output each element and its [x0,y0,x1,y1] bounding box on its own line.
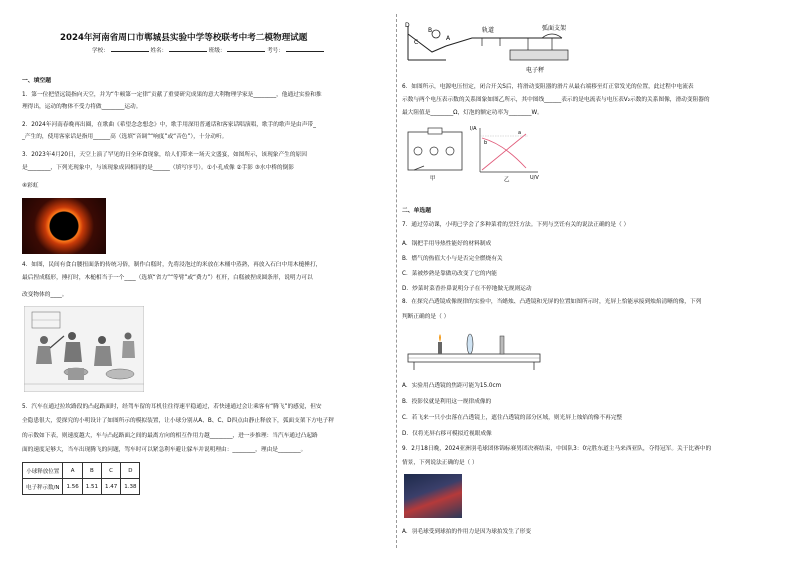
q7-option-b[interactable]: B．燃气的热值大小与是否完全燃烧有关 [402,256,503,262]
table-row [23,479,140,495]
q8-line1: 8．在探究凸透镜成像规律的实验中，当蜡烛、凸透镜和光屏的位置如图所示时，光屏上恰能承接到烛焰清晰的像，下列 [402,299,702,305]
q8-option-c[interactable]: C．若飞来一只小虫落在凸透镜上，遮住凸透镜的部分区域，则光屏上烛焰的像不再完整 [402,415,623,421]
q7-stem: 7．通过劳动课，小明已学会了多种菜肴的烹饪方法。下列与烹饪有关的说法正确的是（ ） [402,222,630,228]
q1-line2: 理得出，运动的物体不受力将做________运动。 [22,104,142,110]
q7-option-a[interactable]: A．锅把手用导热性能好的材料制成 [402,241,492,247]
name-label: 姓名： [150,48,168,54]
q4-line2: 最后捏成糕形，捶打时，木槌相当于一个____（选填“省力”“等臂”或“费力”）杠杆，白糕被捏成圆条形，说明力可以 [22,275,313,281]
q4-line3: 改变物体的____。 [22,292,68,298]
table-header-cell: 小球释放位置 [23,463,63,479]
q3-line3: ④彩虹 [22,183,39,189]
q6-line3: 最大阻值是________Ω，灯泡的额定功率为________W。 [402,110,543,116]
q5-line1: 5．汽车在通过拉坎路段的凸起路面时，经驾车留的耳机往往得速平稳通过，若快速通过会让乘客有“腾飞”的感觉，但安 [22,404,322,410]
id-blank[interactable] [286,51,324,52]
axis-I-label: I/A [470,126,477,132]
label-B: B [428,27,433,34]
section-single-choice: 二、单选题 [402,208,431,214]
track-diagram [402,20,602,78]
optical-bench-diagram [404,328,544,374]
track-label: 轨道 [482,27,495,34]
section-fill-blank: 一、填空题 [22,78,51,84]
q5-data-table [22,462,140,495]
student-info-line [92,46,324,54]
q5-line4: 面的速度足够大，当车出现腾飞的问题，驾车时可以紧急利车避让躲车并说明理由：________，理由是________。 [22,447,307,453]
q9-option-a[interactable]: A．羽毛球受到球拍的作用力是因为球拍发生了形变 [402,529,532,535]
curve-a-label: a [518,130,522,136]
q8-option-b[interactable]: B．投影仪就是利用这一规律成像的 [402,399,492,405]
q8-option-d[interactable]: D．仅将光屏右移可模拟近视眼成像 [402,431,492,437]
q5-line2: 全隐患很大，爱探究的小明设计了如图所示的模拟装置，让小球分别从A、B、C、D四点由静止释放下，弧面支架下方电子秤 [22,418,334,424]
id-label: 考号： [267,48,284,54]
school-blank[interactable] [111,51,149,52]
table-row [23,463,140,479]
label-A: A [446,35,451,42]
rice-cake-illustration [24,306,144,392]
badminton-player-photo [404,474,462,518]
table-header-cell: C [101,463,120,479]
label-yi: 乙 [504,177,510,182]
q2-line2: _产生的，使用客家话是指用______高（选填“音调”“响度”或“音色”），十分动听。 [22,134,228,140]
table-header-cell: D [121,463,140,479]
circuit-and-graph [404,124,544,182]
q5-line3: 的示数如下表，则速度越大，车与凸起路面之间的最离方向的相互作用力越________，进一步推理：当汽车通过凸起路 [22,433,318,439]
solar-eclipse-image [22,198,106,254]
table-header-cell: A [63,463,82,479]
curve-b-label: b [484,140,488,146]
table-header-cell: B [82,463,101,479]
q6-line2: 示数与两个电压表示数的关系图象如图乙所示，其中图线______表示的是电流表与电压表V₂示数的关系图像，滑动变阻器的 [402,97,710,103]
table-cell: 1.51 [82,479,101,495]
table-cell: 1.38 [121,479,140,495]
label-C: C [414,39,419,46]
q2-line1: 2．2024年河南春晚再出圈，在歌曲《希望念念想念》中，歌手用深用普通话和客家话唱演唱，歌手的歌声是由声带_ [22,122,316,128]
table-cell: 电子秤示数/N [23,479,63,495]
label-D: D [405,22,410,29]
q3-line1: 3．2023年4月20日，天空上演了罕见的日全环食现象，给人们带来一场天文盛宴，如图所示，该现象产生的原因 [22,152,307,158]
q6-line1: 6．如图所示，电源电压恒定，闭合开关S后，将滑动变阻器的滑片从最右端移至灯正常发光的位置，此过程中电流表 [402,84,694,90]
q9-line1: 9．2月18日晚，2024亚洲羽毛球团体锦标赛男团决赛结束，中国队3：0完胜东道主马来西亚队，夺得冠军。关于比赛中的 [402,446,712,452]
q1-line1: 1．第一位把望远镜指向天空，并为“牛顿第一定律”贡献了重要研究成果的意大利物理学家是________，他通过实验和推 [22,92,322,98]
q9-line2: 情景，下列说法正确的是（ ） [402,460,478,466]
class-label: 班级： [208,48,226,54]
axis-U-label: U/V [530,175,539,181]
class-blank[interactable] [227,51,265,52]
column-divider [396,14,397,548]
support-label: 弧面支架 [542,25,567,32]
school-label: 学校： [92,48,109,54]
label-jia: 甲 [430,176,436,182]
q8-line2: 判断正确的是（ ） [402,314,450,320]
table-cell: 1.47 [101,479,120,495]
q8-option-a[interactable]: A．实验用凸透镜的焦距可能为15.0cm [402,383,502,389]
q4-line1: 4．如图，民间有食白腰扭面条的传统习俗，制作白糕时，先将浸泡过的米放在木桶中蒸熟，再放入石臼中用木槌捶打， [22,262,322,268]
exam-title: 2024年河南省周口市郸城县实验中学等校联考中考二模物理试题 [60,33,308,43]
name-blank[interactable] [169,51,207,52]
scale-label: 电子秤 [526,67,545,74]
q7-option-d[interactable]: D．炒菜时菜香扑鼻说明分子在不停地做无规则运动 [402,286,532,292]
q7-option-c[interactable]: C．菜被炒熟是靠做功改变了它的内能 [402,271,497,277]
q3-line2: 是________，下列光现象中，与该现象成因相同的是______（填写序号）。①小孔成像 ②手影 ③水中桥的倒影 [22,165,294,171]
table-cell: 1.56 [63,479,82,495]
